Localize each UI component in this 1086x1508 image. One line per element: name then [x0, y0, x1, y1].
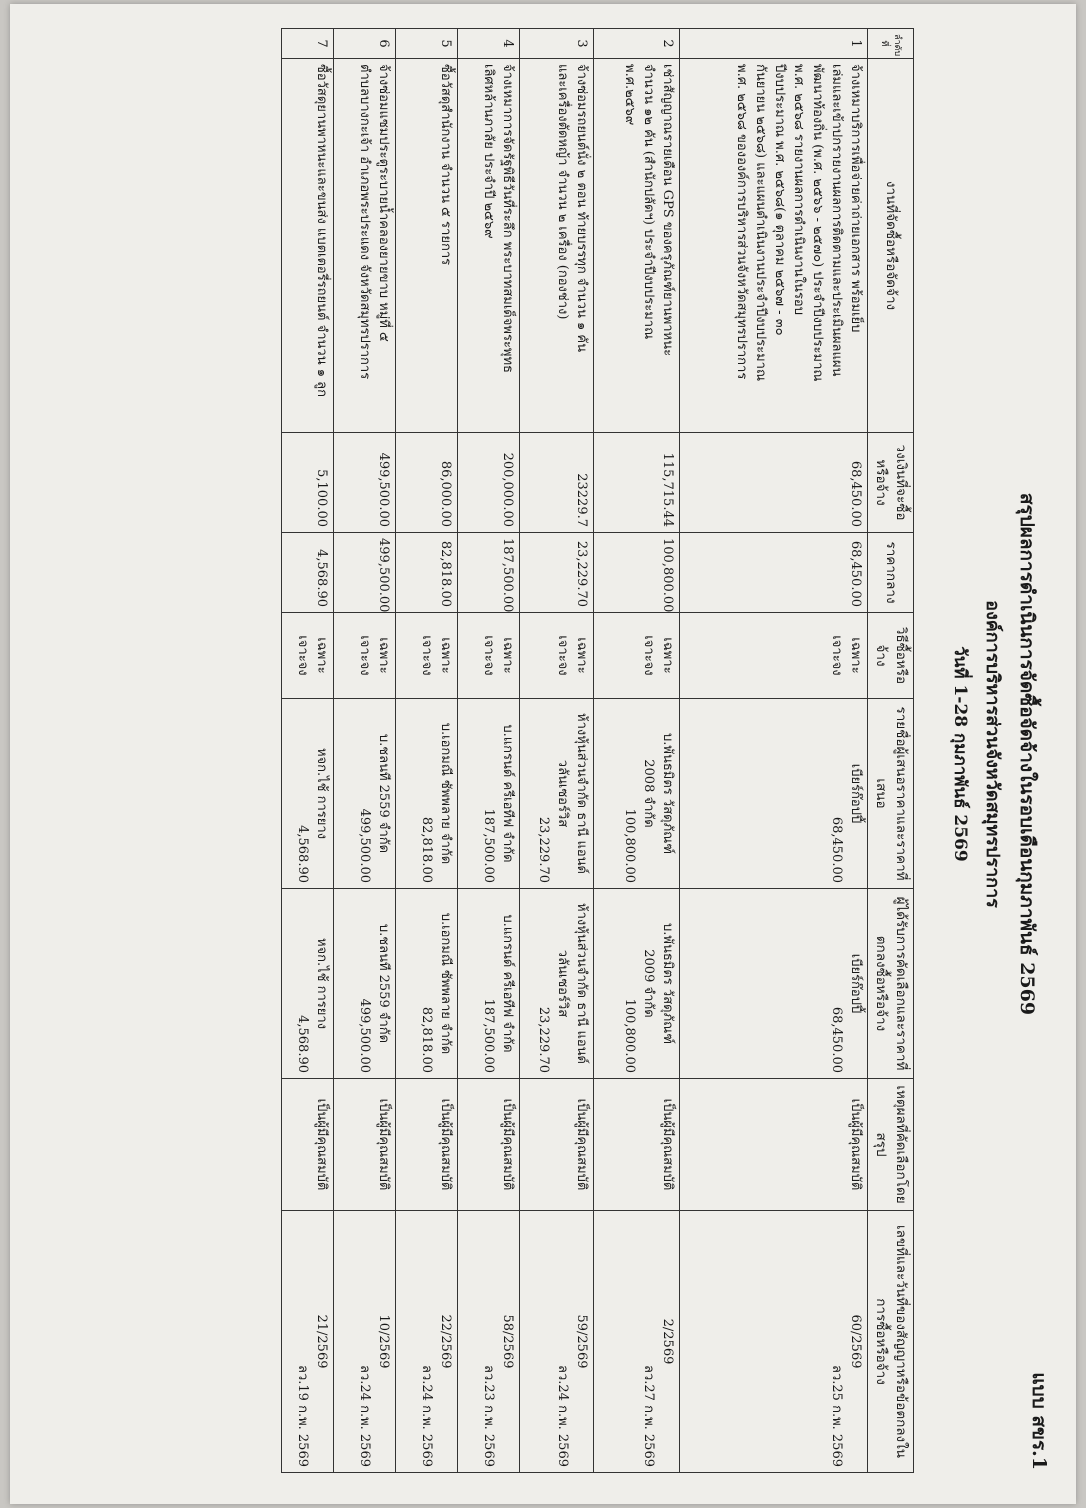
bidder-price: 4,568.90 — [295, 825, 311, 883]
procurement-table — [281, 28, 914, 1473]
winner-price: 82,818.00 — [419, 1006, 435, 1073]
budget-text: 499,500.00 — [375, 452, 391, 527]
bidder-cell — [333, 699, 395, 889]
procurement-method — [395, 613, 457, 699]
median-text: 499,500.00 — [375, 538, 391, 613]
bidder-name: เบียร์ก๊อปปี้ — [847, 763, 863, 824]
selection-reason — [457, 1079, 519, 1211]
winner-cell — [333, 889, 395, 1079]
row-number — [395, 29, 457, 59]
work-line: ตำบลบางกะเจ้า อำเภอพระประแดง จังหวัดสมุทรปราการ — [356, 64, 372, 380]
bidder-cell — [679, 699, 867, 889]
median-price — [593, 533, 679, 613]
method-text: เฉพาะเจาะจง — [419, 635, 453, 676]
winner-name: บ.ชลนที 2559 จำกัด — [375, 923, 391, 1044]
winner-price: 499,500.00 — [357, 998, 373, 1073]
work-line: จ้างเหมาบริการเพื่อจ่ายค่าถ่ายเอกสาร พร้อมเย็บ — [847, 64, 863, 333]
row-number — [333, 29, 395, 59]
selection-reason — [395, 1079, 457, 1211]
bidder-name: หจก.ไช้ การยาง — [313, 747, 329, 840]
contract-number: 58/2569 — [499, 1314, 515, 1369]
budget-amount — [281, 433, 333, 533]
contract-number: 22/2569 — [437, 1314, 453, 1369]
median-text: 82,818.00 — [437, 540, 453, 607]
row-number — [281, 29, 333, 59]
header-work: งานที่จัดซื้อหรือจัดจ้าง — [867, 59, 913, 433]
table-header-row — [867, 29, 913, 1473]
table-row — [281, 29, 333, 1473]
contract-number: 60/2569 — [847, 1314, 863, 1369]
bidder-price: 82,818.00 — [419, 816, 435, 883]
procurement-method — [519, 613, 593, 699]
row-number-text: 3 — [573, 39, 589, 48]
table-body — [281, 29, 867, 1473]
bidder-name: ห้างหุ้นส่วนจำกัด ธานี แอนด์ — [573, 713, 589, 874]
contract-cell — [679, 1211, 867, 1473]
winner-name: เบียร์ก๊อปปี้ — [847, 953, 863, 1014]
work-line: พ.ศ.๒๕๖๙ — [621, 64, 637, 126]
contract-date: ลว.27 ก.พ. 2569 — [641, 1365, 657, 1467]
reason-text: เป็นผู้มีคุณสมบัติ — [847, 1098, 863, 1191]
bidder-price: 499,500.00 — [357, 808, 373, 883]
winner-name: บ.แกรนด์ ครีเอทีฟ จำกัด — [499, 914, 515, 1053]
work-line: พ.ศ. ๒๕๖๘ ขององค์การบริหารส่วนจังหวัดสมุทรปราการ — [733, 64, 749, 380]
contract-cell — [457, 1211, 519, 1473]
budget-text: 23229.7 — [573, 473, 589, 527]
work-line: พัฒนาท้องถิ่น (พ.ศ. ๒๕๖๖ - ๒๕๗๐) ประจำปีงบประมาณ — [809, 64, 825, 382]
table-row — [457, 29, 519, 1473]
median-text: 187,500.00 — [499, 538, 515, 613]
table-row — [593, 29, 679, 1473]
median-text: 4,568.90 — [313, 549, 329, 607]
winner-cell — [281, 889, 333, 1079]
procurement-method — [457, 613, 519, 699]
bidder-cell — [457, 699, 519, 889]
table-row — [519, 29, 593, 1473]
contract-cell — [395, 1211, 457, 1473]
work-description — [395, 59, 457, 433]
work-line: จ้างเหมาการจัดรัฐพิธีวันที่ระลึก พระบาทสมเด็จพระพุทธ — [499, 64, 515, 373]
median-text: 100,800.00 — [659, 538, 675, 613]
bidder-price: 187,500.00 — [481, 808, 497, 883]
budget-amount — [519, 433, 593, 533]
work-line: เช่าสัญญาณรายเดือน GPS ของครุภัณฑ์ยานพาหนะ — [659, 64, 675, 357]
selection-reason — [519, 1079, 593, 1211]
row-number — [519, 29, 593, 59]
work-line: จำนวน ๑๒ คัน (สำนักปลัดฯ) ประจำปีงบประมาณ — [640, 64, 656, 340]
document-page — [10, 4, 1076, 1504]
budget-text: 200,000.00 — [499, 452, 515, 527]
winner-price: 68,450.00 — [829, 1006, 845, 1073]
contract-date: ลว.25 ก.พ. 2569 — [829, 1365, 845, 1467]
work-description — [333, 59, 395, 433]
form-code: แบบ สขร.1 — [1028, 1372, 1050, 1470]
bidder-name: 2008 จำกัด — [641, 759, 657, 828]
reason-text: เป็นผู้มีคุณสมบัติ — [313, 1098, 329, 1191]
procurement-method — [679, 613, 867, 699]
work-line: และเครื่องตัดหญ้า จำนวน ๒ เครื่อง (กองช่าง) — [554, 64, 570, 320]
winner-name: 2009 จำกัด — [641, 949, 657, 1018]
contract-date: ลว.24 ก.พ. 2569 — [419, 1365, 435, 1467]
header-budget: วงเงินที่จะซื้อหรือจ้าง — [867, 433, 913, 533]
row-number-text: 7 — [313, 39, 329, 48]
reporting-period: วันที่ 1-28 กุมภาพันธ์ 2569 — [950, 646, 970, 862]
winner-cell — [519, 889, 593, 1079]
table-row — [679, 29, 867, 1473]
bidder-price: 100,800.00 — [622, 808, 638, 883]
budget-amount — [593, 433, 679, 533]
bidder-name: บ.ชลนที 2559 จำกัด — [375, 733, 391, 854]
reason-text: เป็นผู้มีคุณสมบัติ — [375, 1098, 391, 1191]
method-text: เฉพาะเจาะจง — [295, 635, 329, 676]
winner-name: วลันเซอร์วิส — [555, 949, 571, 1018]
work-line: เล่มและเข้าปกรายงานผลการติดตามและประเมินผลแผน — [828, 64, 844, 377]
method-text: เฉพาะเจาะจง — [555, 635, 589, 676]
header-winner: ผู้ได้รับการคัดเลือกและราคาที่ตกลงซื้อหรือจ้าง — [867, 889, 913, 1079]
winner-cell — [593, 889, 679, 1079]
method-text: เฉพาะเจาะจง — [641, 635, 675, 676]
budget-amount — [457, 433, 519, 533]
contract-number: 21/2569 — [313, 1314, 329, 1369]
work-line: ซื้อวัสดุยานพาหนะและขนส่ง แบตเตอรี่รถยนต์ จำนวน ๑ ลูก — [313, 64, 329, 397]
selection-reason — [593, 1079, 679, 1211]
budget-amount — [395, 433, 457, 533]
selection-reason — [333, 1079, 395, 1211]
median-price — [457, 533, 519, 613]
procurement-method — [593, 613, 679, 699]
header-contract: เลขที่และวันที่ของสัญญาหรือข้อตกลงในการซื้อหรือจ้าง — [867, 1211, 913, 1473]
row-number — [593, 29, 679, 59]
winner-price: 100,800.00 — [622, 998, 638, 1073]
organization-name: องค์การบริหารส่วนจังหวัดสมุทรปราการ — [982, 600, 1003, 908]
table-row — [395, 29, 457, 1473]
header-method: วิธีซื้อหรือจ้าง — [867, 613, 913, 699]
table-row — [333, 29, 395, 1473]
median-price — [281, 533, 333, 613]
work-description — [281, 59, 333, 433]
median-price — [333, 533, 395, 613]
procurement-method — [281, 613, 333, 699]
bidder-name: บ.เอกมณี ซัพพลาย จำกัด — [437, 722, 453, 865]
winner-price: 23,229.70 — [536, 1006, 552, 1073]
work-line: กันยายน ๒๕๖๘) และแผนดำเนินงานประจำปีงบประมาณ — [752, 64, 768, 382]
contract-cell — [333, 1211, 395, 1473]
winner-name: บ.เอกมณี ซัพพลาย จำกัด — [437, 912, 453, 1055]
row-number — [679, 29, 867, 59]
median-price — [395, 533, 457, 613]
winner-price: 187,500.00 — [481, 998, 497, 1073]
header-bidders: รายชื่อผู้เสนอราคาและราคาที่เสนอ — [867, 699, 913, 889]
contract-date: ลว.23 ก.พ. 2569 — [481, 1365, 497, 1467]
bidder-cell — [593, 699, 679, 889]
bidder-price: 68,450.00 — [829, 816, 845, 883]
bidder-name: วลันเซอร์วิส — [555, 759, 571, 828]
winner-name: บ.พันธมิตร วัสดุภัณฑ์ — [659, 923, 675, 1044]
bidder-cell — [281, 699, 333, 889]
winner-name: ห้างหุ้นส่วนจำกัด ธานี แอนด์ — [573, 903, 589, 1064]
document-title: สรุปผลการดำเนินการจัดซื้อจัดจ้างในรอบเดือนกุมภาพันธ์ 2569 — [1016, 492, 1038, 1016]
reason-text: เป็นผู้มีคุณสมบัติ — [573, 1098, 589, 1191]
work-description — [457, 59, 519, 433]
contract-cell — [281, 1211, 333, 1473]
work-line: พ.ศ. ๒๕๖๘ รายงานผลการดำเนินงานในรอบ — [790, 64, 806, 315]
winner-cell — [679, 889, 867, 1079]
work-line: ปีงบประมาณ พ.ศ. ๒๕๖๘(๑ ตุลาคม ๒๕๖๗ - ๓๐ — [771, 64, 787, 336]
work-line: จ้างซ่อมรถยนต์นั่ง ๒ ตอน ท้ายบรรทุก จำนวน ๑ คัน — [573, 64, 589, 352]
contract-date: ลว.24 ก.พ. 2569 — [555, 1365, 571, 1467]
rotated-content — [10, 4, 1076, 1504]
header-median-price: ราคากลาง — [867, 533, 913, 613]
work-description — [679, 59, 867, 433]
row-number — [457, 29, 519, 59]
median-text: 23,229.70 — [573, 540, 589, 607]
winner-cell — [457, 889, 519, 1079]
bidder-name: บ.แกรนด์ ครีเอทีฟ จำกัด — [499, 724, 515, 863]
budget-amount — [333, 433, 395, 533]
winner-cell — [395, 889, 457, 1079]
budget-text: 115,715.44 — [659, 452, 675, 527]
contract-number: 2/2569 — [659, 1318, 675, 1365]
bidder-name: บ.พันธมิตร วัสดุภัณฑ์ — [659, 733, 675, 854]
contract-date: ลว.19 ก.พ. 2569 — [295, 1365, 311, 1467]
work-line: ซื้อวัสดุสำนักงาน จำนวน ๕ รายการ — [437, 64, 453, 266]
work-description — [593, 59, 679, 433]
selection-reason — [281, 1079, 333, 1211]
winner-price: 4,568.90 — [295, 1015, 311, 1073]
contract-date: ลว.24 ก.พ. 2569 — [357, 1365, 373, 1467]
work-line: จ้างซ่อมแซมประตูระบายน้ำคลองยายขาบ หมู่ที่ ๕ — [375, 64, 391, 342]
bidder-price: 23,229.70 — [536, 816, 552, 883]
reason-text: เป็นผู้มีคุณสมบัติ — [659, 1098, 675, 1191]
contract-number: 10/2569 — [375, 1314, 391, 1369]
method-text: เฉพาะเจาะจง — [357, 635, 391, 676]
work-line: เลิศหล้านภาลัย ประจำปี ๒๕๖๙ — [480, 64, 496, 239]
reason-text: เป็นผู้มีคุณสมบัติ — [437, 1098, 453, 1191]
median-price — [679, 533, 867, 613]
work-description — [519, 59, 593, 433]
bidder-cell — [395, 699, 457, 889]
selection-reason — [679, 1079, 867, 1211]
bidder-cell — [519, 699, 593, 889]
header-no: ลำดับที่ — [867, 29, 913, 59]
contract-number: 59/2569 — [573, 1314, 589, 1369]
method-text: เฉพาะเจาะจง — [481, 635, 515, 676]
row-number-text: 2 — [659, 39, 675, 48]
budget-text: 5,100.00 — [313, 469, 329, 527]
header-reason: เหตุผลที่คัดเลือกโดยสรุป — [867, 1079, 913, 1211]
method-text: เฉพาะเจาะจง — [829, 635, 863, 676]
row-number-text: 5 — [437, 39, 453, 48]
procurement-method — [333, 613, 395, 699]
contract-cell — [593, 1211, 679, 1473]
row-number-text: 6 — [375, 39, 391, 48]
reason-text: เป็นผู้มีคุณสมบัติ — [499, 1098, 515, 1191]
contract-cell — [519, 1211, 593, 1473]
budget-text: 68,450.00 — [847, 460, 863, 527]
row-number-text: 4 — [499, 39, 515, 48]
budget-text: 86,000.00 — [437, 460, 453, 527]
median-price — [519, 533, 593, 613]
budget-amount — [679, 433, 867, 533]
winner-name: หจก.ไช้ การยาง — [313, 937, 329, 1030]
row-number-text: 1 — [847, 39, 863, 48]
median-text: 68,450.00 — [847, 540, 863, 607]
